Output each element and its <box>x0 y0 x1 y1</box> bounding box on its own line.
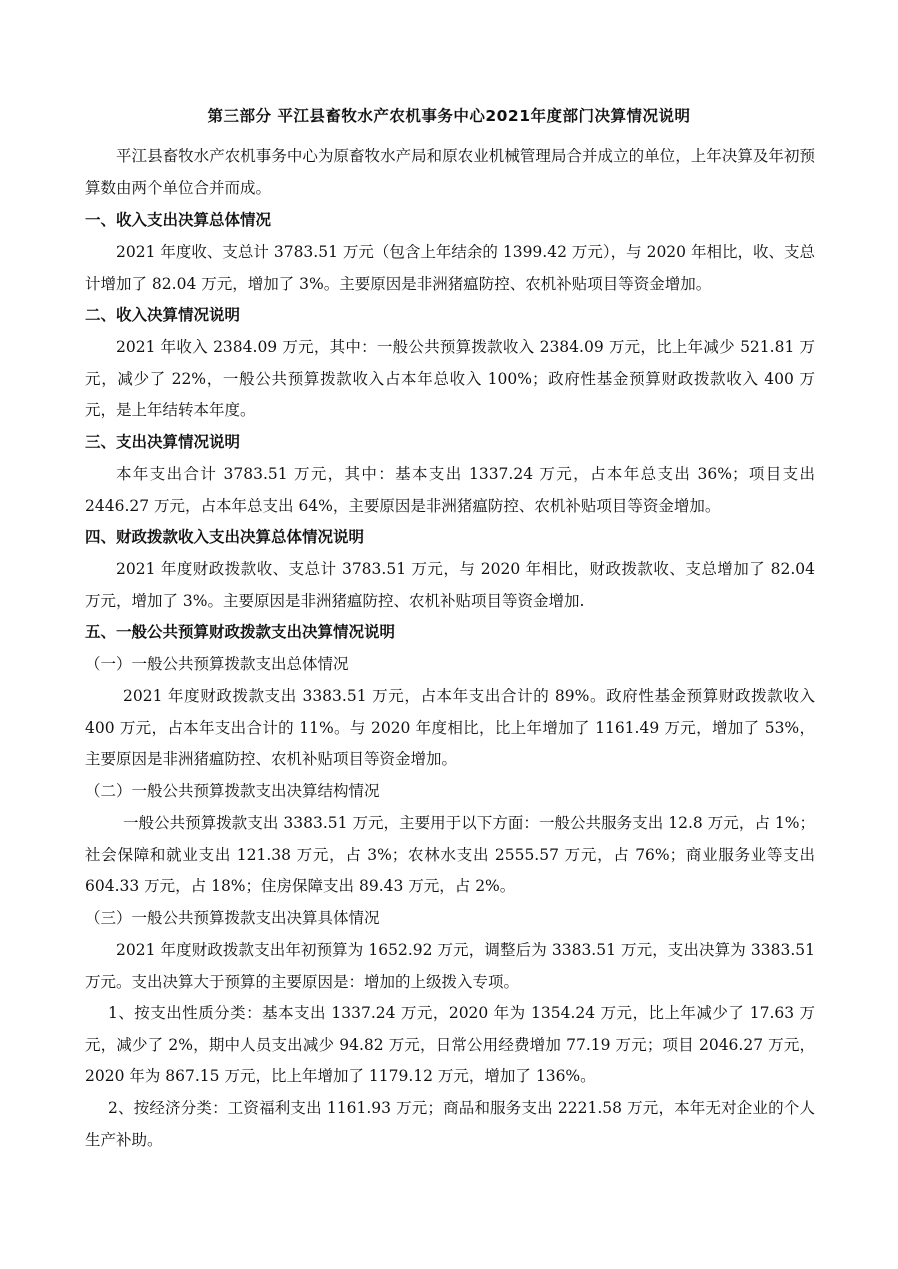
intro-paragraph: 平江县畜牧水产农机事务中心为原畜牧水产局和原农业机械管理局合并成立的单位，上年决算及年初预算数由两个单位合并而成。 <box>85 147 815 197</box>
subsection-3-paragraph: 2021 年度财政拨款支出年初预算为 1652.92 万元，调整后为 3383.51 万元，支出决算为 3383.51 万元。支出决算大于预算的主要原因是：增加的上级拨入专项。 <box>85 941 815 991</box>
section-2-paragraph: 2021 年收入 2384.09 万元，其中：一般公共预算拨款收入 2384.09 万元，比上年减少 521.81 万元，减少了 22%，一般公共预算拨款收入占本年总收入 100%；政府性基金预算财政拨款收入 400 万元，是上年结转本年度。 <box>85 338 815 419</box>
subsection-heading-1: （一）一般公共预算拨款支出总体情况 <box>85 655 349 673</box>
subsection-heading-2: （二）一般公共预算拨款支出决算结构情况 <box>85 782 380 800</box>
page-title: 第三部分 平江县畜牧水产农机事务中心2021年度部门决算情况说明 <box>207 107 691 125</box>
subsection-3-item-1: 1、按支出性质分类：基本支出 1337.24 万元，2020 年为 1354.24 万元，比上年减少了 17.63 万元，减少了 2%，期中人员支出减少 94.82 万元，日常公用经费增加 77.19 万元；项目 2046.27 万元，2020 年为 867.15 万元，比上年增加了 1179.12 万元，增加了 136%。 <box>85 1004 815 1085</box>
section-heading-3: 三、支出决算情况说明 <box>85 433 241 451</box>
section-heading-5: 五、一般公共预算财政拨款支出决算情况说明 <box>85 623 396 641</box>
section-heading-2: 二、收入决算情况说明 <box>85 306 241 324</box>
section-heading-1: 一、收入支出决算总体情况 <box>85 211 272 229</box>
subsection-heading-3: （三）一般公共预算拨款支出决算具体情况 <box>85 909 380 927</box>
subsection-2-paragraph: 一般公共预算拨款支出 3383.51 万元，主要用于以下方面：一般公共服务支出 12.8 万元，占 1%；社会保障和就业支出 121.38 万元，占 3%；农林水支出 2555.57 万元，占 76%；商业服务业等支出 604.33 万元，占 18%；住房保障支出 89.43 万元，占 2%。 <box>85 814 815 895</box>
subsection-3-item-2: 2、按经济分类：工资福利支出 1161.93 万元；商品和服务支出 2221.58 万元，本年无对企业的个人生产补助。 <box>85 1099 815 1149</box>
section-4-paragraph: 2021 年度财政拨款收、支总计 3783.51 万元，与 2020 年相比，财政拨款收、支总增加了 82.04 万元，增加了 3%。主要原因是非洲猪瘟防控、农机补贴项目等资金增加. <box>85 560 815 610</box>
section-1-paragraph: 2021 年度收、支总计 3783.51 万元（包含上年结余的 1399.42 万元），与 2020 年相比，收、支总计增加了 82.04 万元，增加了 3%。主要原因是非洲猪瘟防控、农机补贴项目等资金增加。 <box>85 243 815 293</box>
subsection-1-paragraph: 2021 年度财政拨款支出 3383.51 万元，占本年支出合计的 89%。政府性基金预算财政拨款收入 400 万元，占本年支出合计的 11%。与 2020 年度相比，比上年增加了 1161.49 万元，增加了 53%，主要原因是非洲猪瘟防控、农机补贴项目等资金增加。 <box>85 687 815 768</box>
section-heading-4: 四、财政拨款收入支出决算总体情况说明 <box>85 528 365 546</box>
section-3-paragraph: 本年支出合计 3783.51 万元，其中：基本支出 1337.24 万元，占本年总支出 36%；项目支出 2446.27 万元，占本年总支出 64%，主要原因是非洲猪瘟防控、农机补贴项目等资金增加。 <box>85 465 815 515</box>
